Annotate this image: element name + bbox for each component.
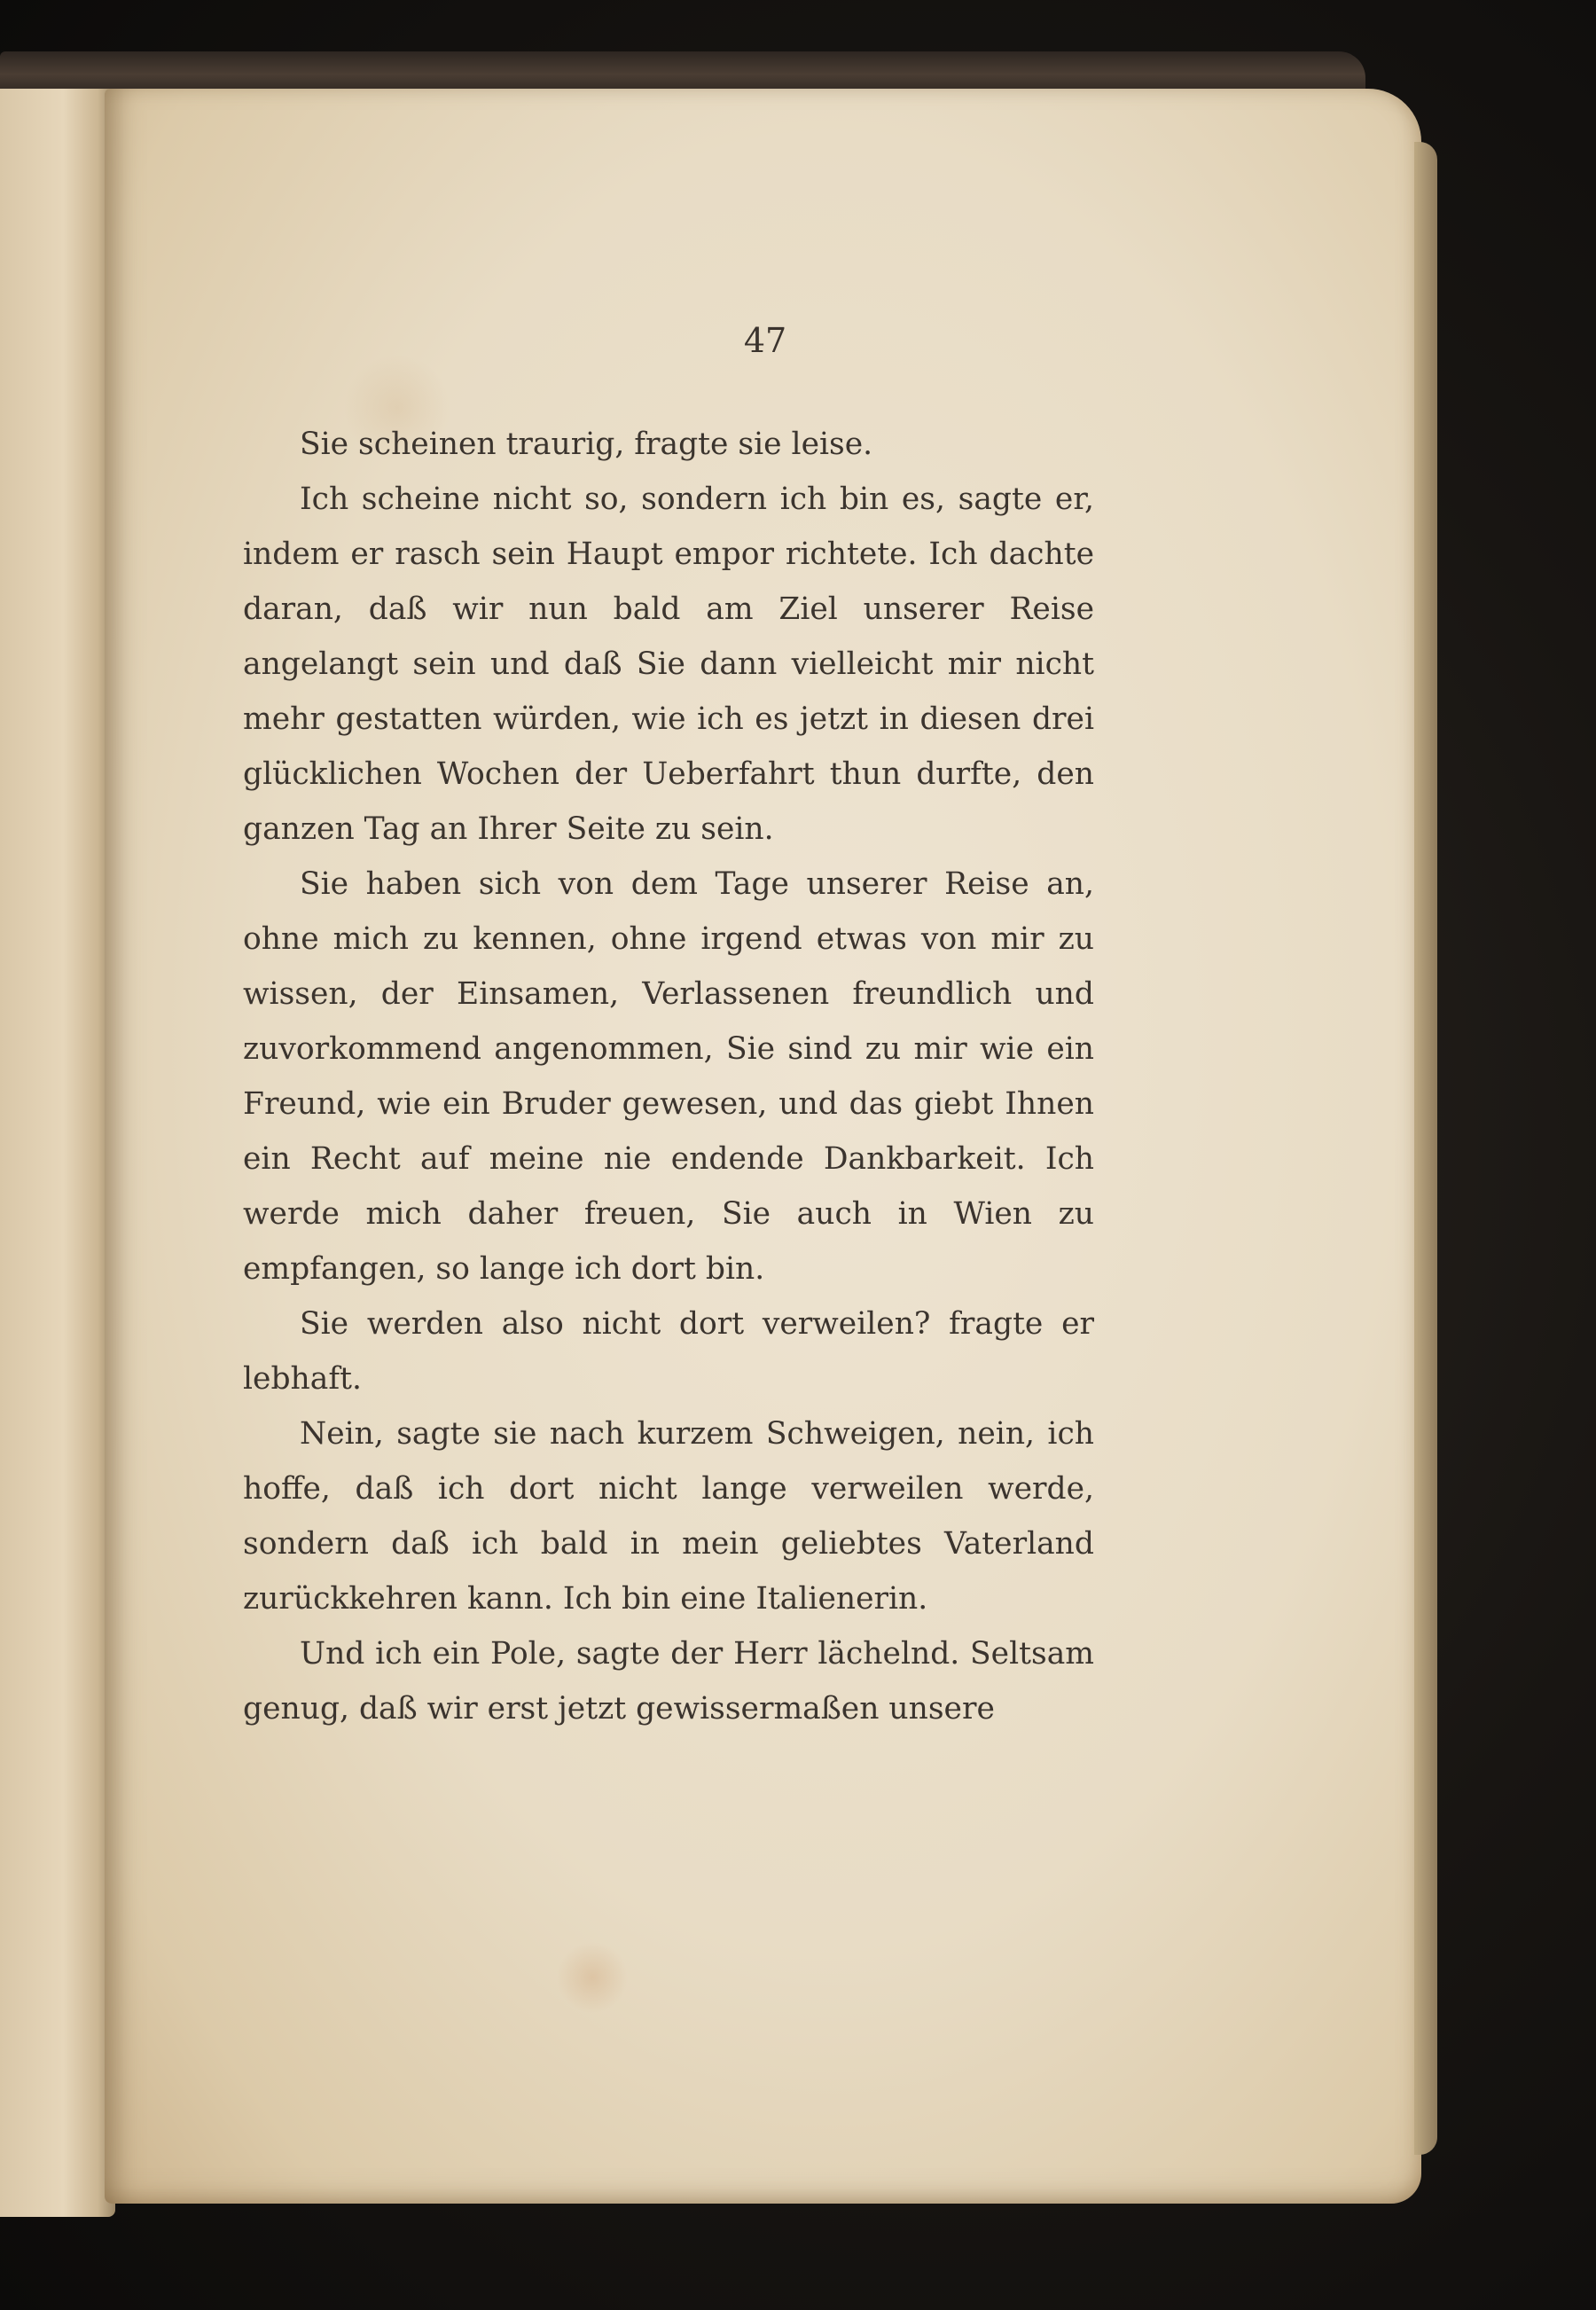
book-page [105, 89, 1421, 2204]
paragraph-4: Sie werden also nicht dort verweilen? fragte er lebhaft. [243, 1306, 1094, 1397]
paragraph-1: Sie scheinen traurig, fragte sie leise. [300, 427, 873, 462]
left-page-edge [0, 89, 115, 2217]
paragraph-5: Nein, sagte sie nach kurzem Schweigen, nein, ich hoffe, daß ich dort nicht lange verweilen werde, sondern daß ich bald in mein geliebtes Vaterland zurückkehren kann. Ich bin eine Italienerin. [243, 1416, 1094, 1617]
page-text [243, 417, 1094, 1736]
paragraph-3: Sie haben sich von dem Tage unserer Reise an, ohne mich zu kennen, ohne irgend etwas von mir zu wissen, der Einsamen, Verlassenen freundlich und zuvorkommend angenommen, Sie sind zu mir wie ein Freund, wie ein Bruder gewesen, und das giebt Ihnen ein Recht auf meine nie endende Dankbarkeit. Ich werde mich daher freuen, Sie auch in Wien zu empfangen, so lange ich dort bin. [243, 866, 1094, 1287]
page-edge-shadow [1414, 142, 1437, 2155]
paragraph-2: Ich scheine nicht so, sondern ich bin es, sagte er, indem er rasch sein Haupt empor richtete. Ich dachte daran, daß wir nun bald am Ziel unserer Reise angelangt sein und daß Sie dann vielleicht mir nicht mehr gestatten würden, wie ich es jetzt in diesen drei glücklichen Wochen der Ueberfahrt thun durfte, den ganzen Tag an Ihrer Seite zu sein. [243, 482, 1094, 847]
page-number: 47 [743, 321, 787, 360]
paragraph-6: Und ich ein Pole, sagte der Herr lächelnd. Seltsam genug, daß wir erst jetzt gewissermaßen unsere [243, 1636, 1094, 1727]
